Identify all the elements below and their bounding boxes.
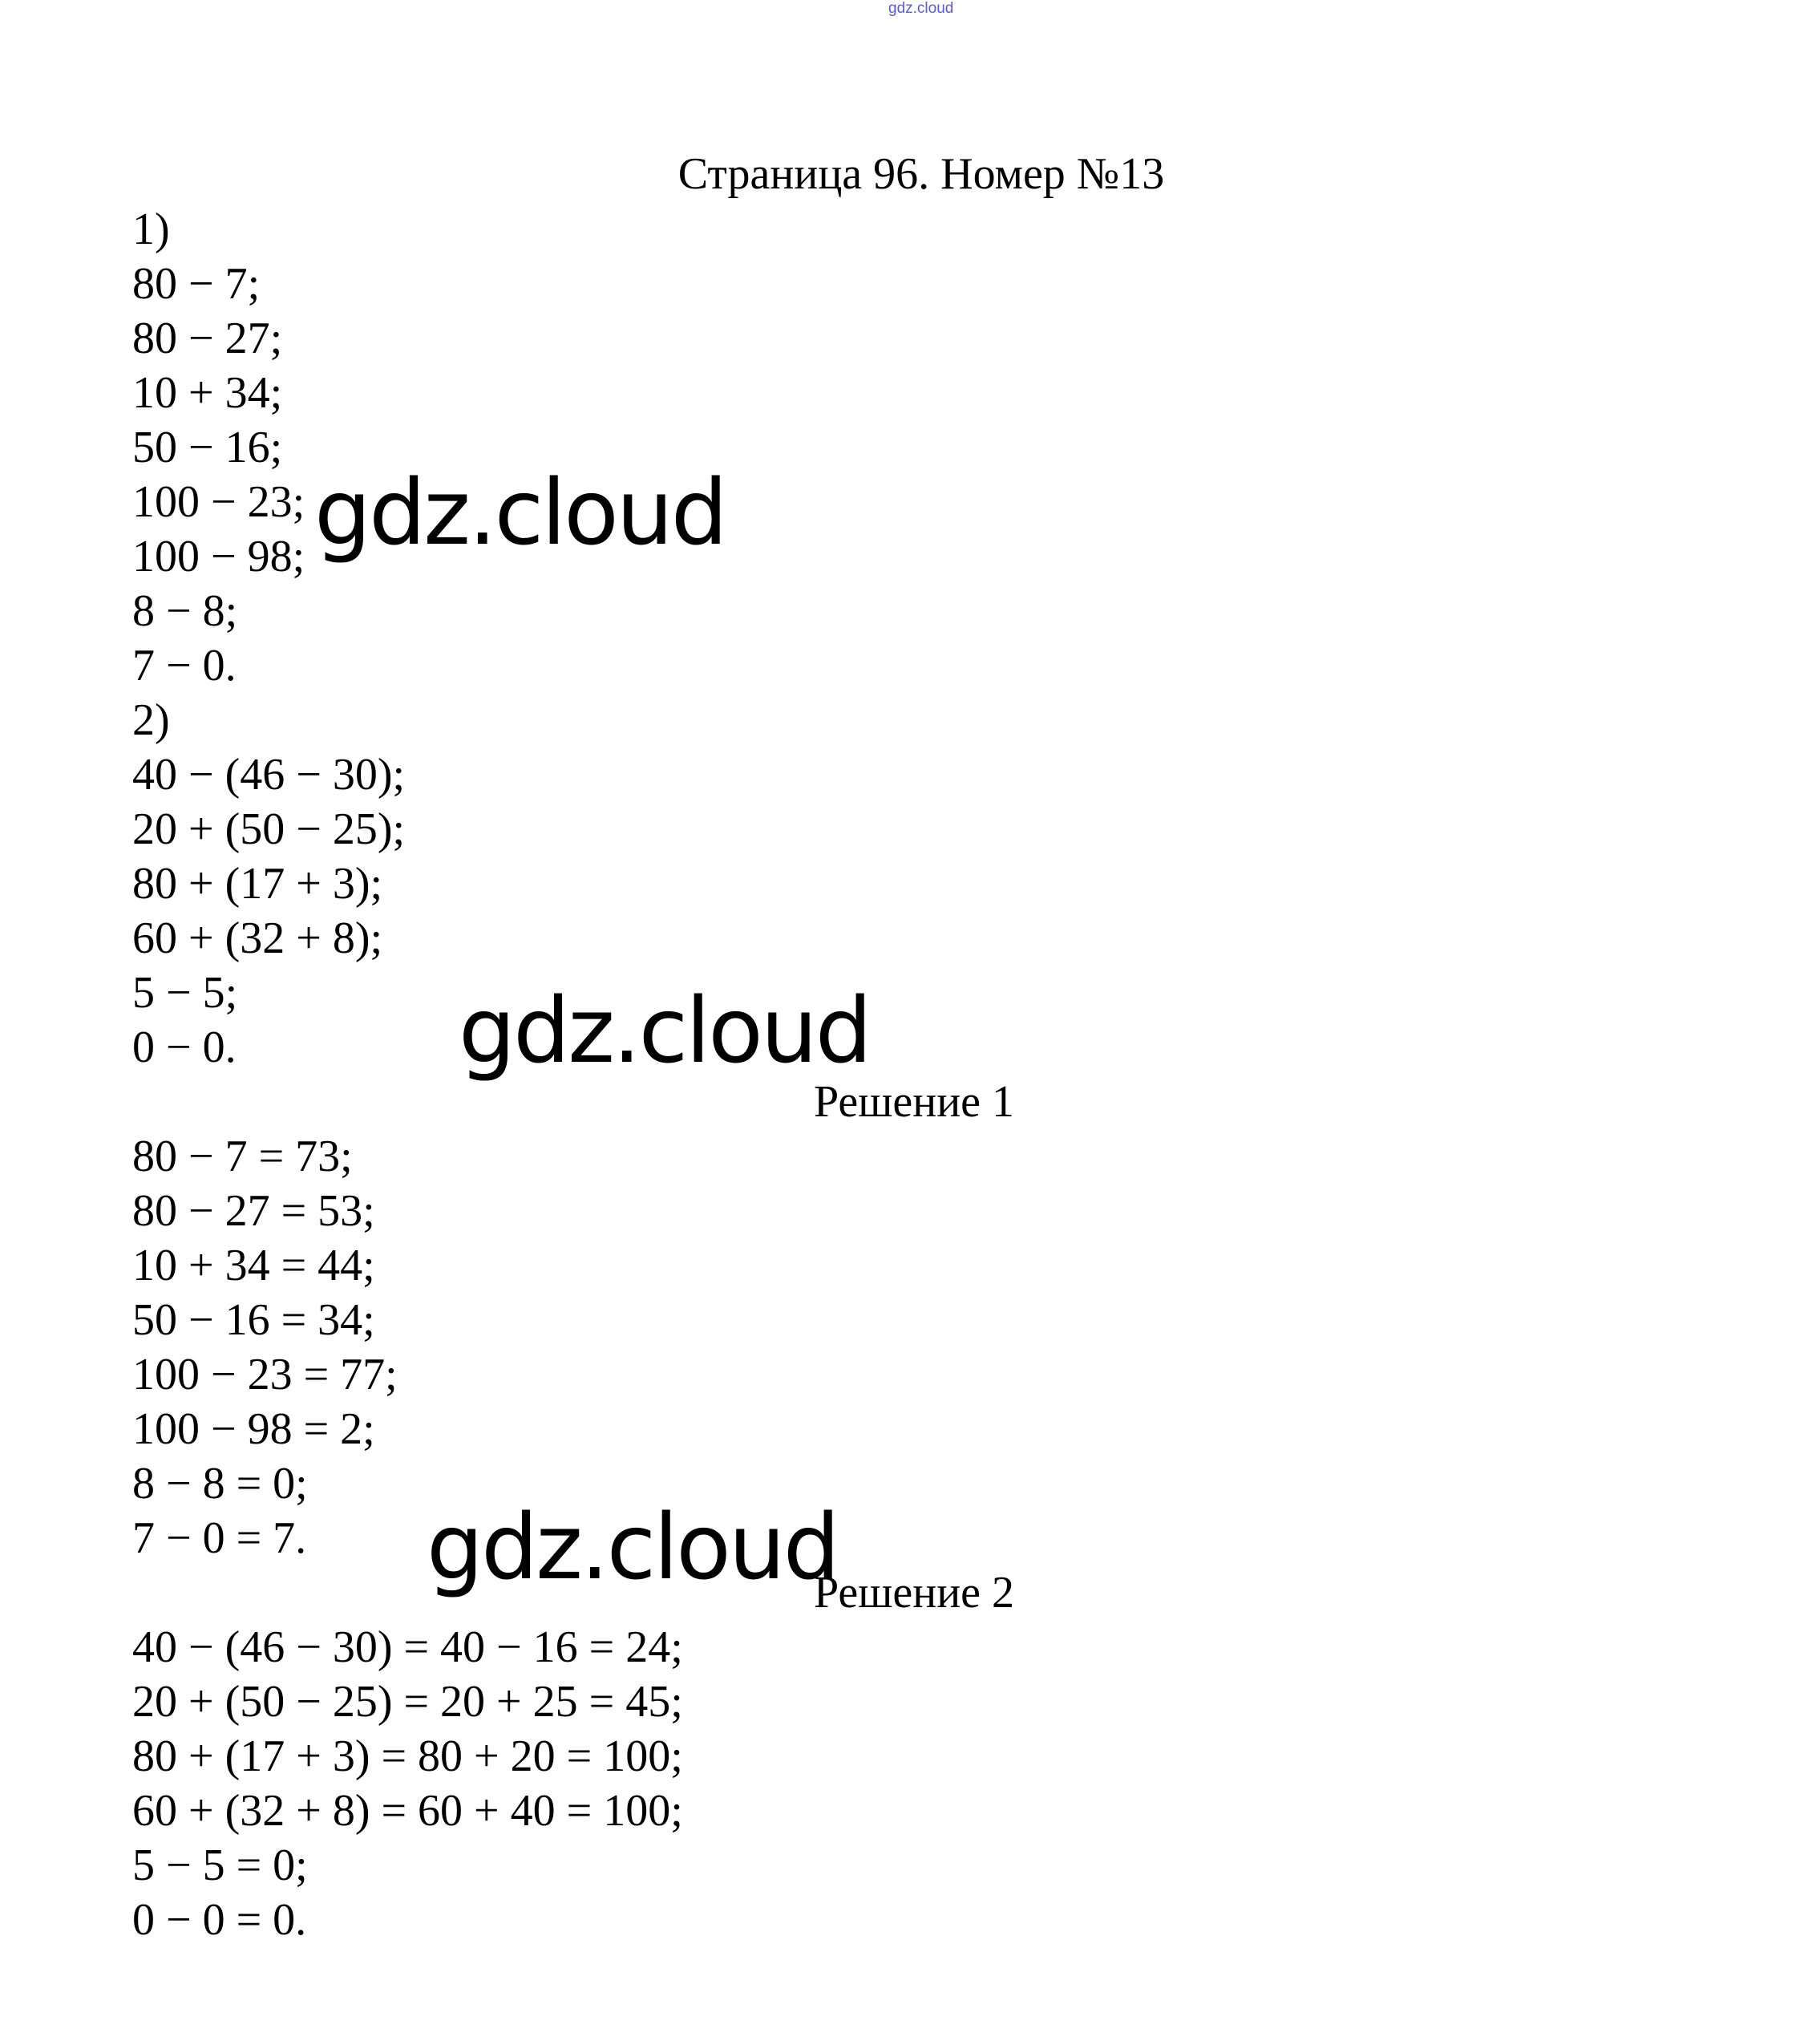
task-expression: 0 − 0. bbox=[132, 1023, 237, 1072]
solution-line: 10 + 34 = 44; bbox=[132, 1241, 375, 1290]
task-expression: 20 + (50 − 25); bbox=[132, 804, 406, 854]
solution-line: 40 − (46 − 30) = 40 − 16 = 24; bbox=[132, 1622, 683, 1672]
solution-line: 7 − 0 = 7. bbox=[132, 1513, 307, 1563]
solution-line: 100 − 23 = 77; bbox=[132, 1350, 398, 1399]
task-expression: 80 + (17 + 3); bbox=[132, 859, 383, 909]
solution-1-heading: Решение 1 bbox=[814, 1077, 1015, 1127]
task-part-2-label: 2) bbox=[132, 695, 170, 745]
task-expression: 50 − 16; bbox=[132, 423, 283, 472]
task-expression: 80 − 27; bbox=[132, 314, 283, 363]
task-expression: 7 − 0. bbox=[132, 641, 237, 690]
watermark-logo: gdz.cloud bbox=[314, 461, 726, 565]
solution-line: 100 − 98 = 2; bbox=[132, 1404, 375, 1454]
solution-line: 0 − 0 = 0. bbox=[132, 1895, 307, 1945]
task-expression: 80 − 7; bbox=[132, 259, 261, 309]
task-expression: 10 + 34; bbox=[132, 368, 283, 418]
solution-line: 5 − 5 = 0; bbox=[132, 1841, 308, 1890]
task-expression: 100 − 23; bbox=[132, 477, 305, 527]
watermark-logo: gdz.cloud bbox=[459, 979, 870, 1083]
solution-line: 80 − 7 = 73; bbox=[132, 1132, 353, 1181]
watermark-logo: gdz.cloud bbox=[427, 1496, 838, 1600]
task-expression: 5 − 5; bbox=[132, 968, 238, 1018]
solution-line: 80 + (17 + 3) = 80 + 20 = 100; bbox=[132, 1731, 683, 1781]
top-watermark-text: gdz.cloud bbox=[888, 0, 954, 17]
solution-line: 50 − 16 = 34; bbox=[132, 1295, 375, 1345]
page-title: Страница 96. Номер №13 bbox=[677, 149, 1165, 199]
task-part-1-label: 1) bbox=[132, 205, 170, 254]
solution-line: 8 − 8 = 0; bbox=[132, 1459, 308, 1508]
task-expression: 8 − 8; bbox=[132, 586, 238, 636]
solution-2-heading: Решение 2 bbox=[814, 1568, 1015, 1618]
solution-line: 60 + (32 + 8) = 60 + 40 = 100; bbox=[132, 1786, 683, 1836]
task-expression: 60 + (32 + 8); bbox=[132, 913, 383, 963]
solution-line: 80 − 27 = 53; bbox=[132, 1186, 375, 1236]
task-expression: 100 − 98; bbox=[132, 532, 305, 581]
solution-line: 20 + (50 − 25) = 20 + 25 = 45; bbox=[132, 1677, 683, 1727]
task-expression: 40 − (46 − 30); bbox=[132, 750, 406, 800]
